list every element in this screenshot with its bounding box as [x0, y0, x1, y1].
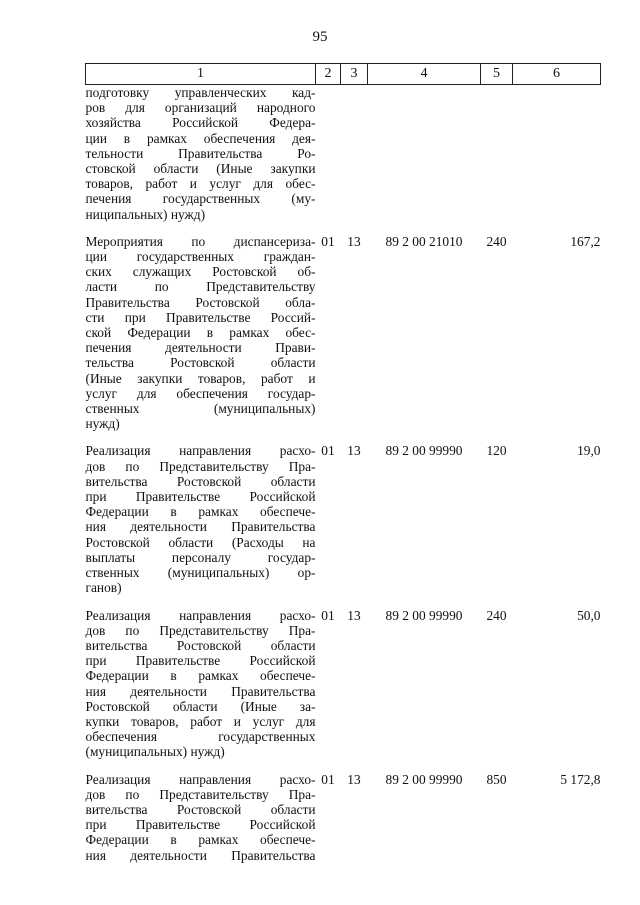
table-row [86, 437, 601, 601]
row-subsection: 13 [347, 233, 361, 249]
row-subsection: 13 [347, 771, 361, 787]
description-line: ственных (муниципальных) [85, 401, 316, 417]
table-row [86, 766, 601, 869]
description-line: услуг для обеспечения государ- [85, 385, 316, 401]
description-line: Реализация направления расхо- [85, 771, 316, 787]
description-line: ров для организаций народного [85, 100, 316, 116]
row-section: 01 [321, 443, 335, 459]
description-line: тельства Ростовской области [85, 355, 316, 371]
description-line: ниципальных) нужд) [85, 206, 206, 222]
row-target-item: 89 2 00 21010 [385, 233, 463, 249]
row-amount: 167,2 [570, 233, 601, 249]
row-subsection: 13 [347, 443, 361, 459]
row-description [86, 228, 316, 438]
description-line: Федерации в рамках обеспече- [85, 832, 316, 848]
description-line: при Правительстве Российской [85, 489, 316, 505]
description-line: Федерации в рамках обеспече- [85, 668, 316, 684]
row-subsection: 13 [347, 607, 361, 623]
page-number: 95 [312, 29, 328, 45]
description-line: вительства Ростовской области [85, 801, 316, 817]
row-amount: 5 172,8 [560, 771, 601, 787]
description-line: дов по Представительству Пра- [85, 786, 316, 802]
table-row [86, 602, 601, 766]
row-expense-type [481, 85, 513, 228]
row-amount [513, 85, 601, 228]
description-line: хозяйства Российской Федера- [85, 115, 316, 131]
description-line: ния деятельности Правительства [85, 847, 316, 863]
description-line: ственных (муниципальных) ор- [85, 565, 316, 581]
description-line: Реализация направления расхо- [85, 607, 316, 623]
description-line: тельности Правительства Ро- [85, 145, 316, 161]
table-body [86, 85, 601, 869]
header-cell-subsection: 3 [341, 64, 368, 85]
table-row [86, 85, 601, 228]
description-line: (Иные закупки товаров, работ и [85, 370, 316, 386]
row-section: 01 [321, 233, 335, 249]
description-line: ния деятельности Правительства [85, 683, 316, 699]
header-cell-section: 2 [316, 64, 341, 85]
description-line: подготовку управленческих кад- [85, 85, 316, 100]
description-line: ции государственных граждан- [85, 249, 316, 265]
description-line: вительства Ростовской области [85, 473, 316, 489]
description-line: (муниципальных) нужд) [85, 744, 225, 760]
description-line: товаров, работ и услуг для обес- [85, 176, 316, 192]
header-cell-amount: 6 [513, 64, 601, 85]
row-target-item: 89 2 00 99990 [385, 443, 463, 459]
row-section [316, 85, 341, 228]
row-amount: 19,0 [577, 443, 601, 459]
description-line: купки товаров, работ и услуг для [85, 713, 316, 729]
description-line: Мероприятия по диспансериза- [85, 233, 316, 249]
row-description [86, 437, 316, 601]
row-section: 01 [321, 771, 335, 787]
description-line: выплаты персоналу государ- [85, 549, 316, 565]
header-cell-target-item: 4 [368, 64, 481, 85]
description-line: обеспечения государственных [85, 729, 316, 745]
budget-table [85, 63, 601, 869]
description-line: печения государственных (му- [85, 191, 316, 207]
row-description [86, 85, 316, 228]
row-expense-type: 850 [486, 771, 507, 787]
row-description [86, 602, 316, 766]
row-expense-type: 240 [486, 607, 507, 623]
row-target-item: 89 2 00 99990 [385, 607, 463, 623]
description-line: Ростовской области (Иные за- [85, 698, 316, 714]
description-line: ции в рамках обеспечения дея- [85, 130, 316, 146]
description-line: Федерации в рамках обеспече- [85, 504, 316, 520]
description-line: ской Федерации в рамках обес- [85, 325, 316, 341]
description-line: печения деятельности Прави- [85, 340, 316, 356]
row-expense-type: 240 [486, 233, 507, 249]
row-target-item: 89 2 00 99990 [385, 771, 463, 787]
description-line: нужд) [85, 416, 120, 432]
table-header-row [86, 64, 601, 85]
header-cell-expense-type: 5 [481, 64, 513, 85]
table-row [86, 228, 601, 438]
description-line: сти при Правительстве Россий- [85, 309, 316, 325]
description-line: Правительства Ростовской обла- [85, 294, 316, 310]
row-target-item [368, 85, 481, 228]
description-line: дов по Представительству Пра- [85, 458, 316, 474]
row-section: 01 [321, 607, 335, 623]
row-description [86, 766, 316, 869]
description-line: ских служащих Ростовской об- [85, 264, 316, 280]
row-subsection [341, 85, 368, 228]
description-line: вительства Ростовской области [85, 637, 316, 653]
description-line: Ростовской области (Расходы на [85, 534, 316, 550]
description-line: ласти по Представительству [85, 279, 316, 295]
description-line: Реализация направления расхо- [85, 443, 316, 459]
row-expense-type: 120 [486, 443, 507, 459]
description-line: ганов) [85, 580, 122, 596]
row-amount: 50,0 [577, 607, 601, 623]
header-cell-description: 1 [86, 64, 316, 85]
description-line: дов по Представительству Пра- [85, 622, 316, 638]
description-line: ния деятельности Правительства [85, 519, 316, 535]
description-line: при Правительстве Российской [85, 653, 316, 669]
description-line: стовской области (Иные закупки [85, 161, 316, 177]
description-line: при Правительстве Российской [85, 817, 316, 833]
